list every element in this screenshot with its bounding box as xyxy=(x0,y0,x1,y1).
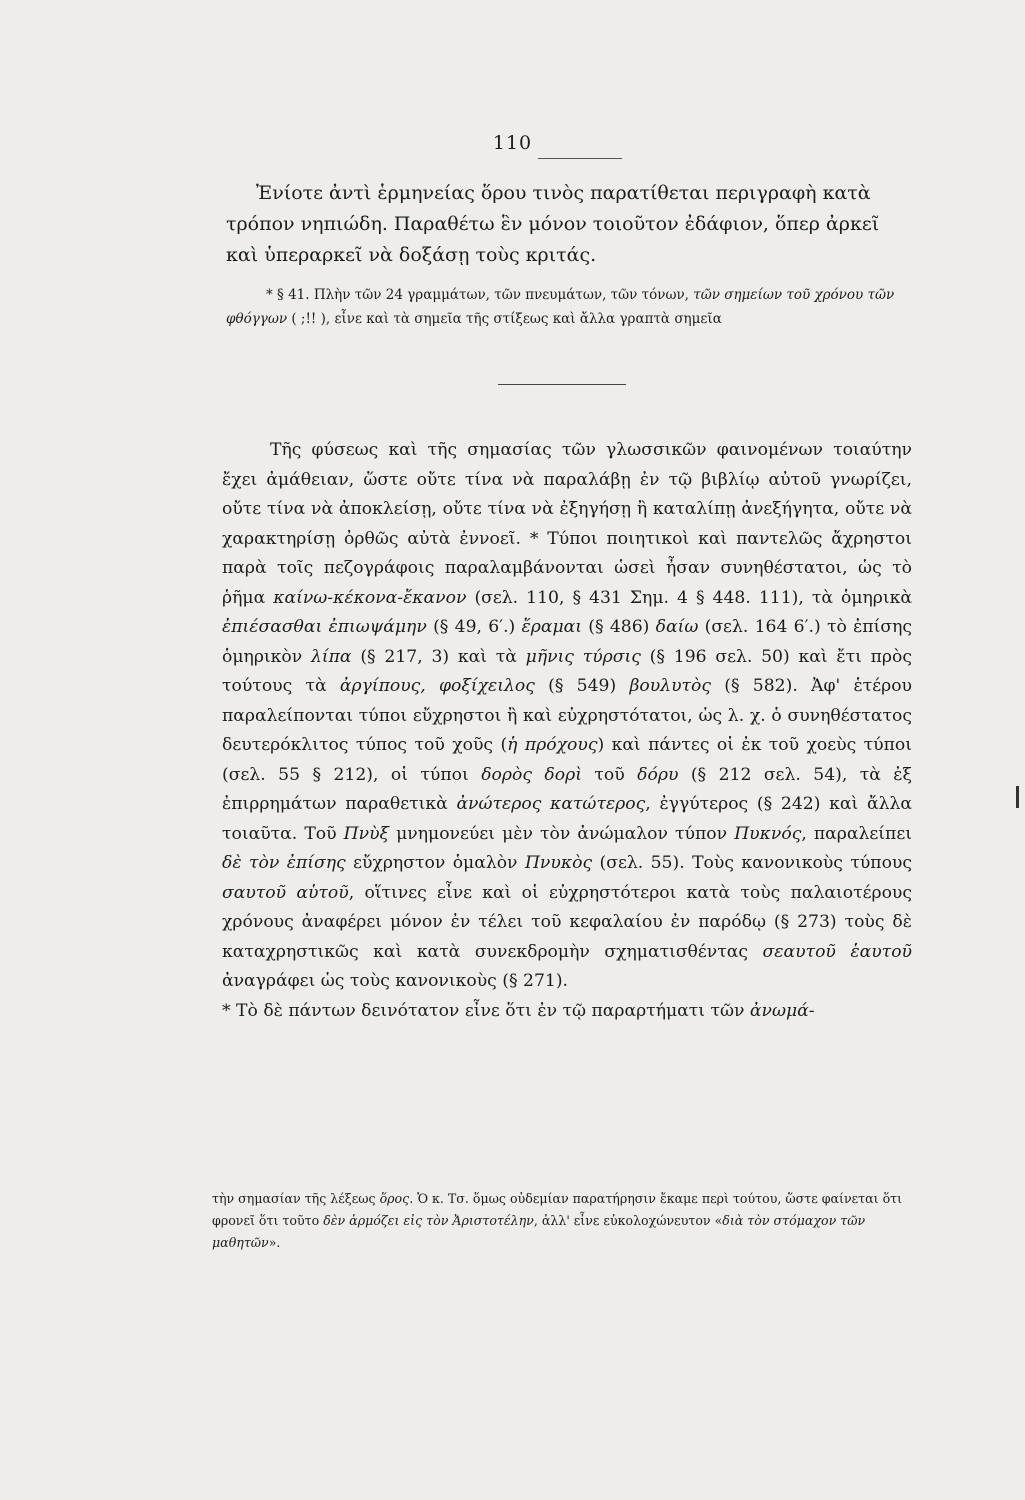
main-paragraph-1 xyxy=(222,436,912,997)
italic-run: διὰ τὸν στόμαχον τῶν μαθητῶν xyxy=(212,1213,866,1250)
note-41-suffix: ( ;!! ), εἶνε καὶ τὰ σημεῖα τῆς στίξεως καὶ ἄλλα γραπτὰ σημεῖα xyxy=(287,311,722,327)
text-run: Τῆς φύσεως καὶ τῆς σημασίας τῶν γλωσσικῶν φαινομένων τοιαύτην ἔχει ἀμάθειαν, ὥστε οὔτε τίνα νὰ παραλάβῃ ἐν τῷ βιβλίῳ αὐτοῦ γνωρίζει, οὔτε τίνα νὰ ἀποκλείσῃ, οὔτε τίνα νὰ ἐξηγήσῃ ἢ καταλίπῃ ἀνεξήγητα, οὔτε νὰ χαρακτηρίσῃ ὀρθῶς αὐτὰ ἐννοεῖ. * Τύποι ποιητικοὶ καὶ παντελῶς ἄχρηστοι παρὰ τοῖς πεζογράφοις παραλαμβάνονται ὡσεὶ ἦσαν συνηθέστατοι, ὡς τὸ ῥῆμα xyxy=(222,440,912,608)
text-run: ». xyxy=(268,1235,281,1250)
page-number-rule xyxy=(538,158,622,159)
text-run: μνημονεύει μὲν τὸν ἀνώμαλον τύπον xyxy=(389,823,735,844)
scan-edge-mark xyxy=(1016,786,1019,808)
text-run: (σελ. 164 6′.) τὸ ἐπίσης ὁμηρικὸν xyxy=(222,617,912,667)
italic-run: σεαυτοῦ ἑαυτοῦ xyxy=(762,941,912,962)
italic-run: δαίω xyxy=(655,617,699,637)
italic-run: δὲν ἁρμόζει εἰς τὸν Ἀριστοτέλην xyxy=(323,1213,534,1228)
text-run: εὔχρηστον ὁμαλὸν xyxy=(345,853,525,873)
italic-run: δόρυ xyxy=(637,764,679,785)
italic-run: βουλυτὸς xyxy=(629,676,711,696)
main-paragraph-2 xyxy=(222,997,912,1027)
note-41-prefix: * § 41. Πλὴν τῶν 24 γραμμάτων, τῶν πνευμάτων, τῶν τόνων, xyxy=(266,287,694,303)
text-run: , ἀλλ' εἶνε εὐκολοχώνευτον « xyxy=(533,1213,723,1228)
text-run: (σελ. 55). Τοὺς κανονικοὺς τύπους xyxy=(592,853,912,873)
text-run: * Τὸ δὲ πάντων δεινότατον εἶνε ὅτι ἐν τῷ παραρτήματι τῶν xyxy=(222,1000,750,1021)
italic-run: καίνω-κέκονα-ἔκανον xyxy=(273,587,467,608)
intro-text: Ἐνίοτε ἀντὶ ἑρμηνείας ὅρου τινὸς παρατίθεται περιγραφὴ κατὰ τρόπον νηπιώδη. Παραθέτω ἓν μόνον τοιοῦτον ἐδάφιον, ὅπερ ἀρκεῖ καὶ ὑπεραρκεῖ νὰ δοξάσῃ τοὺς κριτάς. xyxy=(226,182,880,266)
text-run: , παραλείπει xyxy=(801,823,912,844)
text-run: (§ 486) xyxy=(581,617,656,637)
text-run: , οἵτινες εἶνε καὶ οἱ εὐχρηστότεροι κατὰ τοὺς παλαιοτέρους χρόνους ἀναφέρει μόνον ἐν τέλει τοῦ κεφαλαίου ἐν παρόδῳ (§ 273) τοὺς δὲ καταχρηστικῶς καὶ κατὰ συνεκδρομὴν σχηματισθέντας xyxy=(222,882,913,962)
text-run: (§ 217, 3) καὶ τὰ xyxy=(351,646,526,667)
text-run: τοῦ xyxy=(581,764,638,785)
text-run: (§ 212 σελ. 54), τὰ ἐξ ἐπιρρημάτων παραθετικὰ xyxy=(222,764,912,814)
section-divider xyxy=(498,384,626,385)
italic-run: ἔραμαι xyxy=(521,617,582,637)
italic-run: Πνυκὸς xyxy=(524,853,593,873)
footnote-text xyxy=(212,1188,912,1254)
italic-run: ἀνωμά- xyxy=(749,1000,815,1021)
italic-run: Πυκνός xyxy=(734,823,802,844)
intro-paragraph xyxy=(226,178,906,271)
note-section-41 xyxy=(226,283,916,331)
text-run: . Ὁ κ. Τσ. ὅμως οὐδεμίαν παρατήρησιν ἔκαμε περὶ τούτου, ὥστε φαίνεται ὅτι φρονεῖ ὅτι τοῦτο xyxy=(212,1191,903,1228)
italic-run: Πνὺξ xyxy=(343,823,390,844)
italic-run: ἀνώτερος κατώτερος xyxy=(456,794,646,814)
italic-run: δορὸς δορὶ xyxy=(481,764,582,785)
text-run: (§ 49, 6′.) xyxy=(426,617,522,637)
page-number: 110 xyxy=(492,132,533,154)
text-run: ) καὶ πάντες οἱ ἐκ τοῦ χοεὺς τύποι (σελ. 55 § 212), οἱ τύποι xyxy=(222,735,912,785)
text-run: τὴν σημασίαν τῆς λέξεως xyxy=(212,1191,380,1206)
italic-run: δὲ τὸν ἐπίσης xyxy=(222,853,346,873)
italic-run: ἡ πρόχους xyxy=(507,735,598,755)
text-run: (§ 196 σελ. 50) καὶ ἔτι πρὸς τούτους τὰ xyxy=(222,646,912,696)
main-text xyxy=(222,436,912,1026)
text-run: (§ 582). Ἀφ' ἑτέρου παραλείπονται τύποι εὔχρηστοι ἢ καὶ εὐχρηστότατοι, ὡς λ. χ. ὁ συνηθέστατος δευτερόκλιτος τύπος τοῦ χοῦς ( xyxy=(222,676,912,755)
text-run: ἀναγράφει ὡς τοὺς κανονικοὺς (§ 271). xyxy=(222,971,568,991)
italic-run: μῆνις τύρσις xyxy=(525,646,641,667)
italic-run: ἀργίπους, φοξίχειλος xyxy=(339,676,535,696)
footnote xyxy=(212,1188,912,1254)
text-run: (§ 549) xyxy=(534,676,630,696)
note-41-text xyxy=(226,283,916,331)
italic-run: ἐπιέσασθαι ἐπιωψάμην xyxy=(222,617,427,637)
text-run: (σελ. 110, § 431 Σημ. 4 § 448. 111), τὰ ὁμηρικὰ xyxy=(466,587,912,608)
italic-run: σαυτοῦ αὑτοῦ xyxy=(222,882,349,903)
text-run: , ἐγγύτερος (§ 242) καὶ ἄλλα τοιαῦτα. Τοῦ xyxy=(222,794,912,844)
note-41-italic: τῶν σημείων τοῦ χρόνου τῶν φθόγγων xyxy=(226,287,895,327)
italic-run: λίπα xyxy=(310,646,352,667)
italic-run: ὅρος xyxy=(379,1191,410,1206)
